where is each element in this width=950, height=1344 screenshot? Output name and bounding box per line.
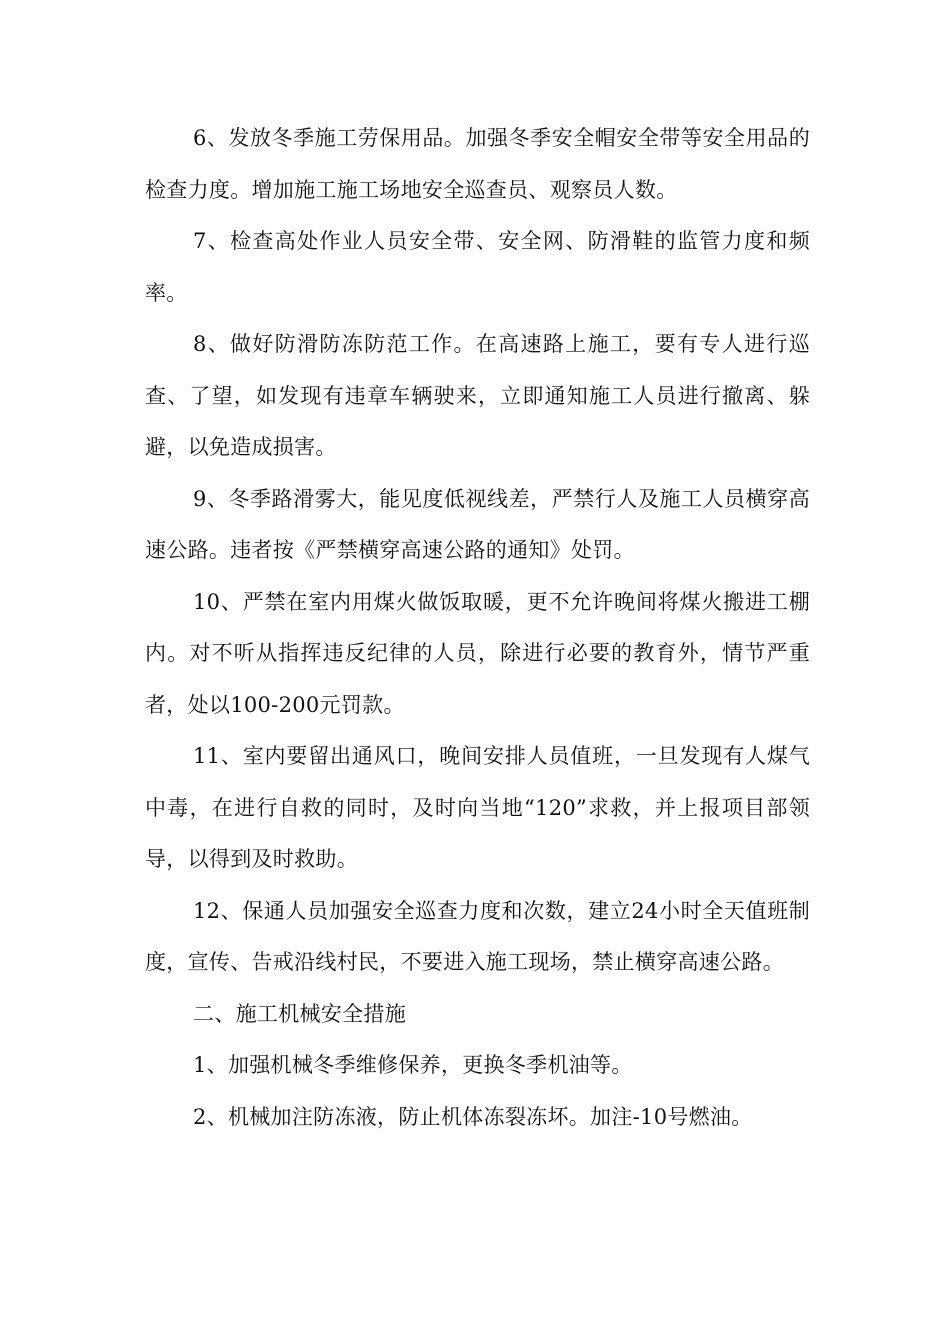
- paragraph-item-9: 9、冬季路滑雾大，能见度低视线差，严禁行人及施工人员横穿高速公路。违者按《严禁横穿高速公路的通知》处罚。: [145, 486, 810, 562]
- paragraph-item-11: 11、室内要留出通风口，晚间安排人员值班，一旦发现有人煤气中毒，在进行自救的同时，及时向当地“120”求救，并上报项目部领导，以得到及时救助。: [145, 744, 810, 871]
- paragraph-machine-2: 2、机械加注防冻液，防止机体冻裂冻坏。加注-10号燃油。: [193, 1104, 753, 1129]
- paragraph-machine-1: 1、加强机械冬季维修保养，更换冬季机油等。: [193, 1053, 633, 1077]
- paragraph-item-8: 8、做好防滑防冻防范工作。在高速路上施工，要有专人进行巡查、了望，如发现有违章车辆驶来，立即通知施工人员进行撤离、躲避，以免造成损害。: [145, 332, 810, 459]
- section-heading: 二、施工机械安全措施: [193, 1001, 406, 1026]
- paragraph-item-7: 7、检查高处作业人员安全带、安全网、防滑鞋的监管力度和频率。: [145, 229, 810, 305]
- paragraph-item-12: 12、保通人员加强安全巡查力度和次数，建立24小时全天值班制度，宣传、告戒沿线村民，不要进入施工现场，禁止横穿高速公路。: [145, 898, 810, 974]
- paragraph-item-6: 6、发放冬季施工劳保用品。加强冬季安全帽安全带等安全用品的检查力度。增加施工施工场地安全巡查员、观察员人数。: [145, 126, 810, 202]
- document-body: [145, 113, 810, 1143]
- paragraph-item-10: 10、严禁在室内用煤火做饭取暖，更不允许晚间将煤火搬进工棚内。对不听从指挥违反纪律的人员，除进行必要的教育外，情节严重者，处以100-200元罚款。: [145, 589, 810, 717]
